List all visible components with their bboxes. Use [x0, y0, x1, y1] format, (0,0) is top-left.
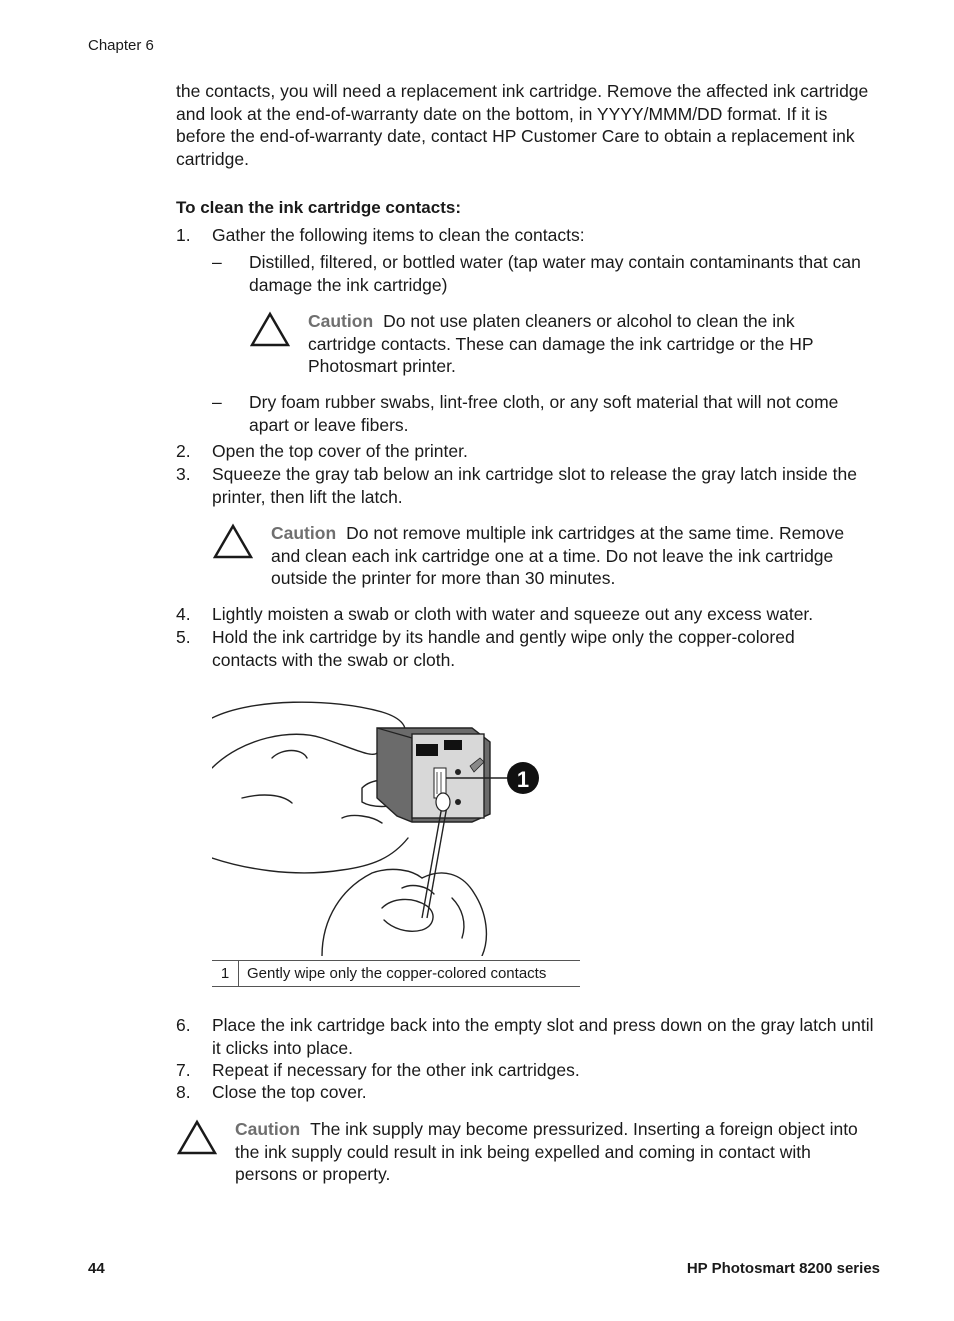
- step-number: 4.: [176, 604, 191, 624]
- step-text: Gather the following items to clean the contacts:: [212, 225, 585, 245]
- step-number: 7.: [176, 1060, 191, 1080]
- step-text: Squeeze the gray tab below an ink cartridge slot to release the gray latch inside the printer, then lift the latch.: [212, 464, 857, 507]
- running-header-chapter: Chapter 6: [88, 37, 154, 54]
- step-number: 5.: [176, 627, 191, 647]
- caution-note: [271, 522, 871, 590]
- step-number: 8.: [176, 1082, 191, 1102]
- step-number: 6.: [176, 1015, 191, 1035]
- footer-product-name: HP Photosmart 8200 series: [686, 1260, 880, 1277]
- caution-icon: [177, 1119, 217, 1155]
- step-text: Close the top cover.: [212, 1082, 367, 1102]
- step-text: Place the ink cartridge back into the empty slot and press down on the gray latch until it clicks into place.: [212, 1015, 874, 1058]
- caution-icon: [213, 523, 253, 559]
- caution-label: Caution: [308, 311, 374, 331]
- step-text: Hold the ink cartridge by its handle and gently wipe only the copper-colored contacts with the swab or cloth.: [212, 627, 795, 670]
- step-text: Repeat if necessary for the other ink cartridges.: [212, 1060, 580, 1080]
- step-number: 2.: [176, 441, 191, 461]
- step-text: Lightly moisten a swab or cloth with water and squeeze out any excess water.: [212, 604, 814, 624]
- caution-text: The ink supply may become pressurized. Inserting a foreign object into the ink supply could result in ink being expelled and coming in contact with persons or property.: [235, 1119, 858, 1184]
- figure-callout-number: 1: [516, 767, 530, 792]
- caution-note: [308, 310, 848, 378]
- sub-item-text: Distilled, filtered, or bottled water (tap water may contain contaminants that can damage the ink cartridge): [249, 252, 861, 295]
- step-number: 1.: [176, 225, 191, 245]
- procedure-heading: To clean the ink cartridge contacts:: [176, 198, 461, 217]
- caption-text: Gently wipe only the copper-colored contacts: [247, 965, 547, 982]
- figure-caption: [212, 960, 580, 987]
- intro-paragraph: the contacts, you will need a replacement ink cartridge. Remove the affected ink cartridge and look at the end-of-warranty date on the bottom, in YYYY/MMM/DD format. If it is before the end-of-warranty date, contact HP Customer Care to obtain a replacement ink cartridge.: [176, 81, 869, 169]
- caution-note: [235, 1118, 877, 1186]
- caption-number: 1: [212, 961, 239, 986]
- sub-item-dash: –: [212, 392, 222, 412]
- sub-item-dash: –: [212, 252, 222, 272]
- step-number: 3.: [176, 464, 191, 484]
- step-text: Open the top cover of the printer.: [212, 441, 468, 461]
- caution-text: Do not use platen cleaners or alcohol to clean the ink cartridge contacts. These can damage the ink cartridge or the HP Photosmart printer.: [308, 311, 814, 376]
- caution-label: Caution: [271, 523, 337, 543]
- hand-holding-cartridge-illustration: [212, 698, 552, 956]
- sub-item-text: Dry foam rubber swabs, lint-free cloth, or any soft material that will not come apart or leave fibers.: [249, 392, 839, 435]
- caution-label: Caution: [235, 1119, 301, 1139]
- page-number: 44: [88, 1260, 105, 1277]
- caution-icon: [250, 311, 290, 347]
- caution-text: Do not remove multiple ink cartridges at the same time. Remove and clean each ink cartridge one at a time. Do not leave the ink cartridge outside the printer for more than 30 minutes.: [271, 523, 845, 588]
